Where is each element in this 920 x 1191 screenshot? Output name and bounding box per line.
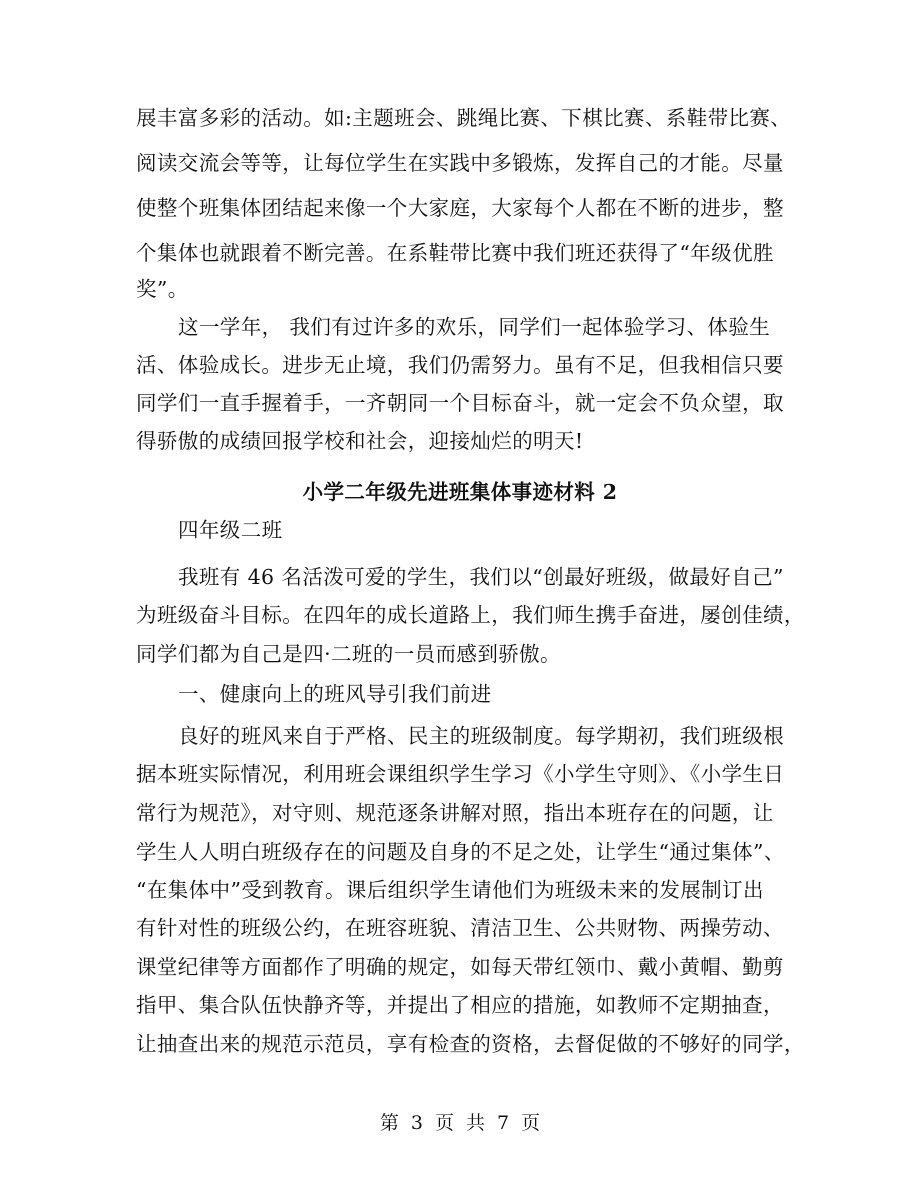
paragraph-line: 指甲、集合队伍快静齐等，并提出了相应的措施，如教师不定期抽查， [136,993,784,1017]
paragraph-line: 使整个班集体团结起来像一个大家庭，大家每个人都在不断的进步，整 [136,196,784,220]
section-title: 小学二年级先进班集体事迹材料 2 [302,480,618,504]
paragraph-line: 个集体也就跟着不断完善。在系鞋带比赛中我们班还获得了“年级优胜 [136,241,774,265]
class-name: 四年级二班 [178,518,283,542]
paragraph-line: 常行为规范》，对守则、规范逐条讲解对照，指出本班存在的问题，让 [136,801,774,825]
paragraph-line: 得骄傲的成绩回报学校和社会，迎接灿烂的明天! [136,429,584,453]
paragraph-line: 课堂纪律等方面都作了明确的规定，如每天带红领巾、戴小黄帽、勤剪 [136,955,784,979]
paragraph-line: 让抽查出来的规范示范员，享有检查的资格，去督促做的不够好的同学， [136,1032,805,1056]
paragraph-line: 展丰富多彩的活动。如:主题班会、跳绳比赛、下棋比赛、系鞋带比赛、 [136,106,792,130]
paragraph-line: 我班有 46 名活泼可爱的学生，我们以“创最好班级，做最好自己” [178,565,784,589]
paragraph-line: “在集体中”受到教育。课后组织学生请他们为班级未来的发展制订出 [136,878,764,902]
paragraph-line: 良好的班风来自于严格、民主的班级制度。每学期初，我们班级根 [178,724,785,748]
paragraph-line: 同学们一直手握着手，一齐朝同一个目标奋斗，就一定会不负众望，取 [136,391,784,415]
paragraph-line: 据本班实际情况，利用班会课组织学生学习《小学生守则》、《小学生日 [136,762,785,786]
section-heading: 一、健康向上的班风导引我们前进 [178,682,492,706]
page-footer: 第 3 页 共 7 页 [379,1112,541,1134]
paragraph-line: 为班级奋斗目标。在四年的成长道路上，我们师生携手奋进，屡创佳绩， [136,603,805,627]
paragraph-line: 奖”。 [136,277,189,301]
paragraph-line: 同学们都为自己是四·二班的一员而感到骄傲。 [136,642,561,666]
paragraph-line: 学生人人明白班级存在的问题及自身的不足之处，让学生“通过集体”、 [136,840,785,864]
paragraph-line: 阅读交流会等等，让每位学生在实践中多锻炼，发挥自己的才能。尽量 [136,151,784,175]
paragraph-line: 有针对性的班级公约，在班容班貌、清洁卫生、公共财物、两操劳动、 [136,916,784,940]
paragraph-line: 这一学年， 我们有过许多的欢乐，同学们一起体验学习、体验生 [178,315,771,339]
paragraph-line: 活、体验成长。进步无止境，我们仍需努力。虽有不足，但我相信只要 [136,353,784,377]
